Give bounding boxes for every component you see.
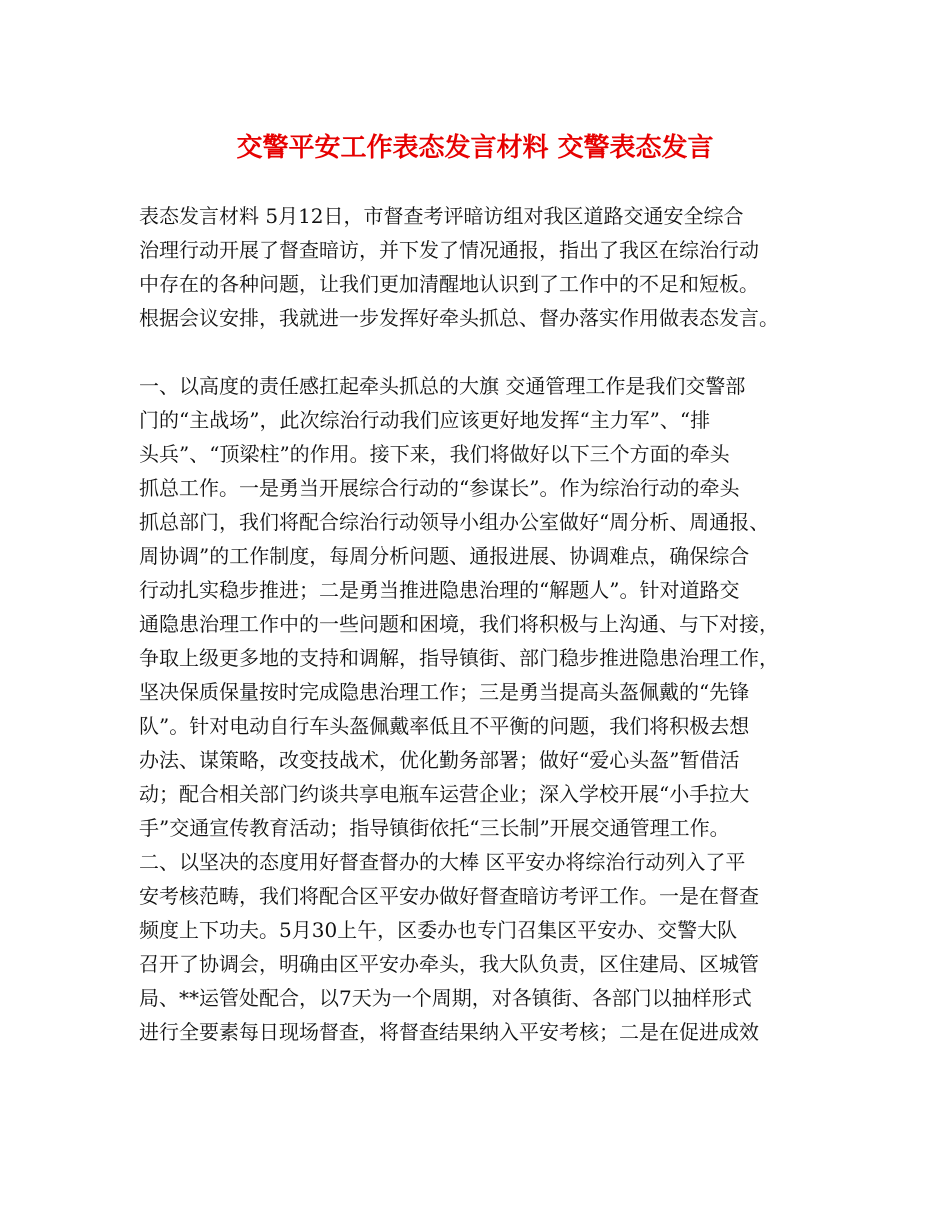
text-line: 一、以高度的责任感扛起牵头抓总的大旗 交通管理工作是我们交警部 bbox=[139, 374, 746, 398]
text-line: 周协调”的工作制度，每周分析问题、通报进展、协调难点，确保综合 bbox=[139, 544, 750, 568]
paragraph-spacer bbox=[139, 335, 819, 369]
document-title: 交警平安工作表态发言材料 交警表态发言 bbox=[236, 133, 714, 163]
text-line: 办法、谋策略，改变技战术，优化勤务部署；做好“爱心头盔”暂借活 bbox=[139, 748, 740, 772]
text-line: 坚决保质保量按时完成隐患治理工作；三是勇当提高头盔佩戴的“先锋 bbox=[139, 680, 750, 704]
text-line: 安考核范畴，我们将配合区平安办做好督查暗访考评工作。一是在督查 bbox=[139, 884, 759, 908]
text-line: 队”。针对电动自行车头盔佩戴率低且不平衡的问题，我们将积极去想 bbox=[139, 714, 750, 738]
text-line: 二、以坚决的态度用好督查督办的大棒 区平安办将综治行动列入了平 bbox=[139, 850, 746, 874]
text-line: 治理行动开展了督查暗访，并下发了情况通报，指出了我区在综治行动 bbox=[139, 238, 759, 262]
text-line: 召开了协调会，明确由区平安办牵头，我大队负责，区住建局、区城管 bbox=[139, 952, 759, 976]
text-line: 频度上下功夫。5月30上午，区委办也专门召集区平安办、交警大队 bbox=[139, 918, 738, 942]
text-line: 头兵”、“顶梁柱”的作用。接下来，我们将做好以下三个方面的牵头 bbox=[139, 442, 730, 466]
text-line: 争取上级更多地的支持和调解，指导镇街、部门稳步推进隐患治理工作， bbox=[139, 646, 779, 670]
text-line: 通隐患治理工作中的一些问题和困境，我们将积极与上沟通、与下对接， bbox=[139, 612, 779, 636]
text-line: 局、**运管处配合，以7天为一个周期，对各镇街、各部门以抽样形式 bbox=[139, 986, 752, 1010]
text-line: 中存在的各种问题，让我们更加清醒地认识到了工作中的不足和短板。 bbox=[139, 272, 759, 296]
text-line: 行动扎实稳步推进；二是勇当推进隐患治理的“解题人”。针对道路交 bbox=[139, 578, 740, 602]
paragraph-2 bbox=[139, 369, 819, 1049]
text-line: 根据会议安排，我就进一步发挥好牵头抓总、督办落实作用做表态发言。 bbox=[139, 306, 779, 330]
text-line: 门的“主战场”，此次综治行动我们应该更好地发挥“主力军”、“排 bbox=[139, 408, 711, 432]
paragraph-1 bbox=[139, 199, 819, 335]
text-line: 表态发言材料 5月12日，市督查考评暗访组对我区道路交通安全综合 bbox=[139, 204, 744, 228]
text-line: 进行全要素每日现场督查，将督查结果纳入平安考核；二是在促进成效 bbox=[139, 1020, 759, 1044]
text-line: 动；配合相关部门约谈共享电瓶车运营企业；深入学校开展“小手拉大 bbox=[139, 782, 750, 806]
text-line: 抓总部门，我们将配合综治行动领导小组办公室做好“周分析、周通报、 bbox=[139, 510, 770, 534]
text-line: 抓总工作。一是勇当开展综合行动的“参谋长”。作为综治行动的牵头 bbox=[139, 476, 740, 500]
text-line: 手”交通宣传教育活动；指导镇街依托“三长制”开展交通管理工作。 bbox=[139, 816, 730, 840]
document-body bbox=[139, 199, 819, 1049]
